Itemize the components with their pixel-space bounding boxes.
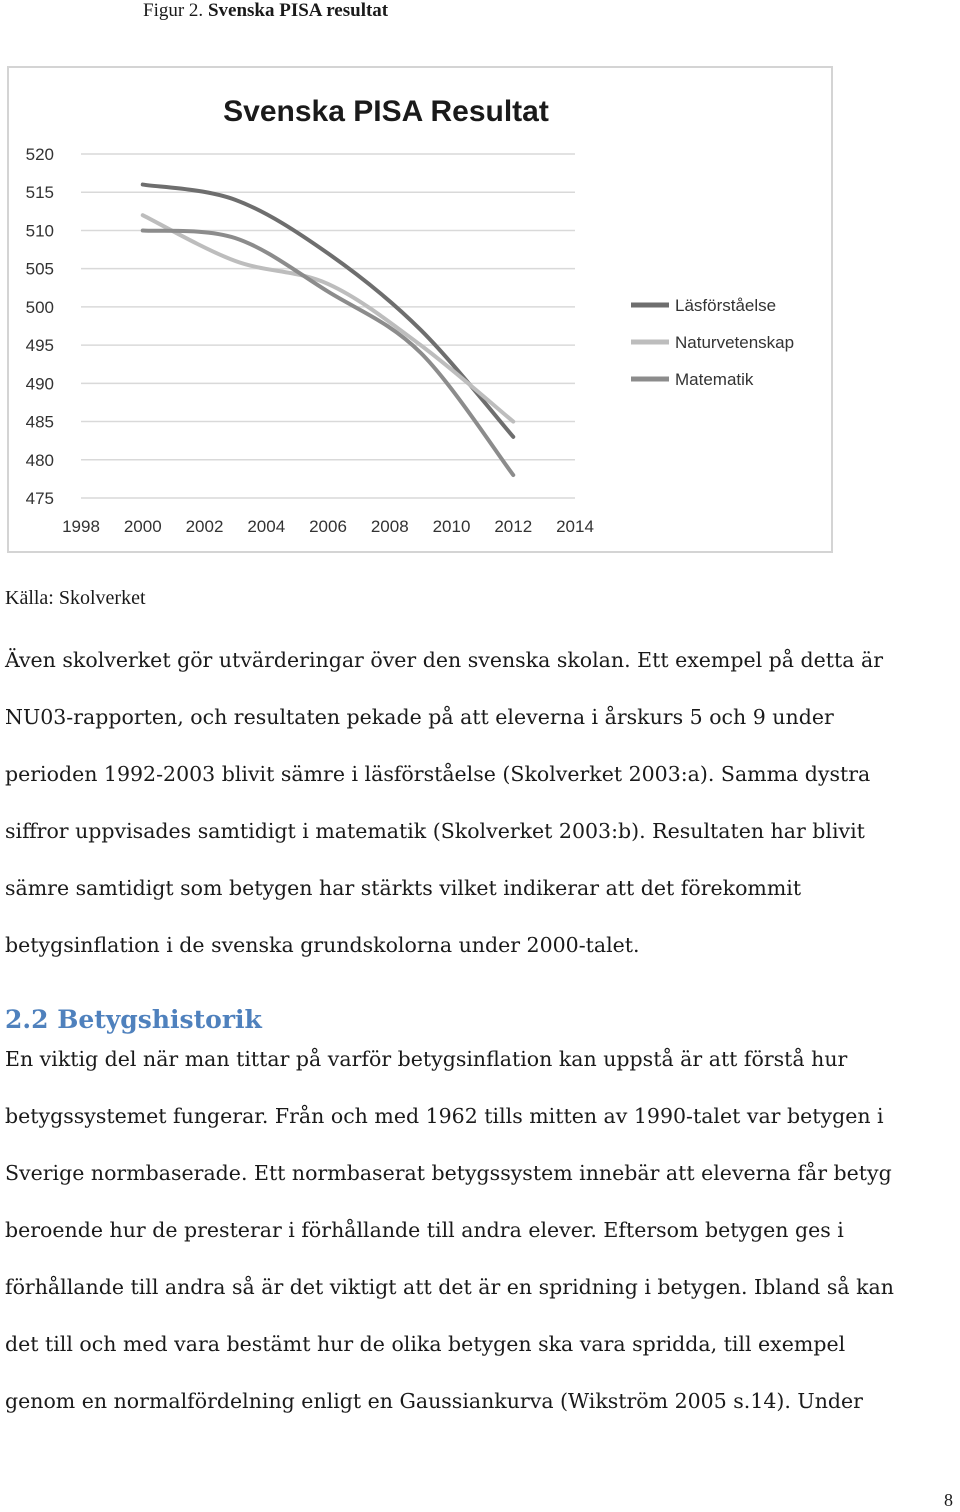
x-tick-label: 2004	[247, 517, 286, 536]
paragraph-line: betygsinflation i de svenska grundskolorna under 2000-talet.	[5, 933, 640, 957]
paragraph-line: siffror uppvisades samtidigt i matematik (Skolverket 2003:b). Resultaten har blivit	[5, 819, 865, 843]
paragraph-line: En viktig del när man tittar på varför betygsinflation kan uppstå är att förstå hur	[5, 1047, 848, 1071]
y-tick-label: 485	[25, 412, 54, 432]
paragraph-2	[5, 1031, 945, 1430]
figure-caption-title: Svenska PISA resultat	[207, 0, 389, 21]
paragraph-line: betygssystemet fungerar. Från och med 1962 tills mitten av 1990-talet var betygen i	[5, 1104, 884, 1128]
series-line	[143, 230, 514, 475]
x-tick-label: 1998	[62, 517, 100, 536]
y-tick-label: 495	[25, 336, 54, 356]
y-tick-label: 490	[25, 374, 54, 394]
pisa-line-chart	[9, 68, 831, 551]
series-line	[143, 215, 514, 421]
paragraph-1	[5, 632, 945, 974]
y-tick-label: 500	[25, 297, 54, 317]
chart-source: Källa: Skolverket	[5, 587, 146, 609]
legend-label: Matematik	[675, 370, 754, 389]
paragraph-line: genom en normalfördelning enligt en Gaussiankurva (Wikström 2005 s.14). Under	[5, 1389, 863, 1413]
paragraph-line: det till och med vara bestämt hur de olika betygen ska vara spridda, till exempel	[5, 1332, 846, 1356]
y-tick-label: 475	[25, 489, 54, 508]
legend-label: Naturvetenskap	[675, 333, 795, 352]
legend-label: Läsförståelse	[675, 296, 777, 315]
figure-caption-prefix: Figur 2.	[143, 0, 204, 21]
y-tick-label: 505	[25, 259, 54, 279]
section-heading: 2.2 Betygshistorik	[5, 1005, 262, 1034]
chart-title: Svenska PISA Resultat	[223, 95, 549, 128]
paragraph-line: sämre samtidigt som betygen har stärkts vilket indikerar att det förekommit	[5, 876, 802, 900]
paragraph-line: beroende hur de presterar i förhållande till andra elever. Eftersom betygen ges i	[5, 1218, 844, 1242]
y-tick-label: 520	[25, 145, 54, 164]
paragraph-line: Sverige normbaserade. Ett normbaserat betygssystem innebär att eleverna får betyg	[5, 1161, 892, 1185]
paragraph-line: NU03-rapporten, och resultaten pekade på att eleverna i årskurs 5 och 9 under	[5, 705, 834, 729]
y-tick-label: 510	[25, 221, 54, 241]
paragraph-line: Även skolverket gör utvärderingar över den svenska skolan. Ett exempel på detta är	[5, 648, 884, 672]
x-tick-label: 2008	[370, 517, 409, 536]
page-number: 8	[944, 1490, 953, 1510]
chart-frame	[7, 66, 833, 553]
x-tick-label: 2000	[123, 517, 162, 536]
y-tick-label: 515	[25, 183, 54, 203]
y-tick-label: 480	[25, 450, 54, 470]
figure-caption	[143, 0, 388, 22]
x-tick-label: 2014	[556, 517, 594, 536]
x-tick-label: 2002	[185, 517, 224, 536]
x-tick-label: 2006	[309, 517, 347, 536]
paragraph-line: förhållande till andra så är det viktigt att det är en spridning i betygen. Ibland så kan	[5, 1275, 894, 1299]
x-tick-label: 2012	[494, 517, 533, 536]
x-tick-label: 2010	[432, 517, 471, 536]
paragraph-line: perioden 1992-2003 blivit sämre i läsförståelse (Skolverket 2003:a). Samma dystra	[5, 762, 871, 786]
